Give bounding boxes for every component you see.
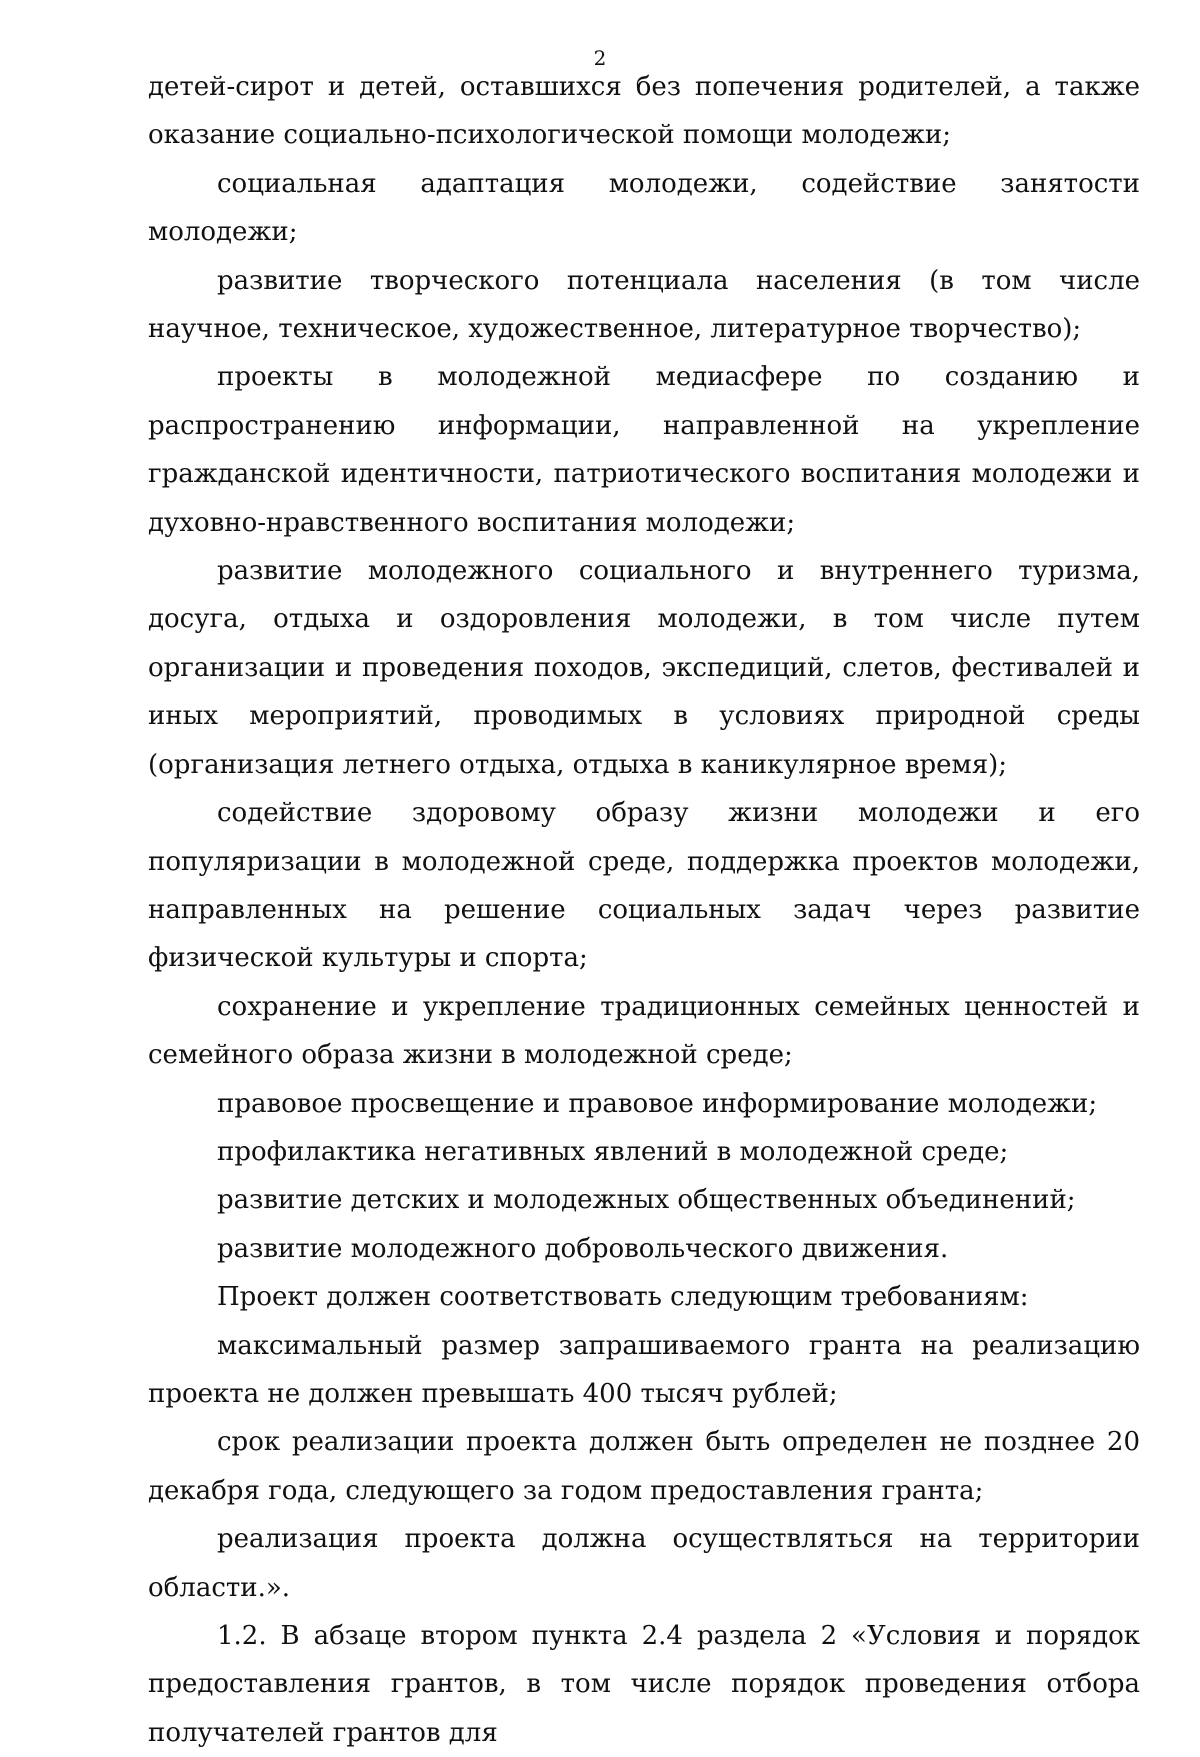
document-body xyxy=(148,63,1140,1757)
paragraph-deadline: срок реализации проекта должен быть определен не позднее 20 декабря года, следующего за годом предоставления гранта; xyxy=(148,1427,1140,1506)
paragraph-orphans-support: детей-сирот и детей, оставшихся без попечения родителей, а также оказание социально-психологической помощи молодежи; xyxy=(148,72,1140,151)
paragraph-social-adaptation: социальная адаптация молодежи, содействие занятости молодежи; xyxy=(148,168,1140,248)
paragraph-family-values: сохранение и укрепление традиционных семейных ценностей и семейного образа жизни в молодежной среде; xyxy=(148,991,1140,1071)
paragraph-territory: реализация проекта должна осуществляться на территории области.». xyxy=(148,1524,1140,1603)
paragraph-volunteering: развитие молодежного добровольческого движения. xyxy=(217,1233,949,1264)
paragraph-section-1-2: 1.2. В абзаце втором пункта 2.4 раздела 2 «Условия и порядок предоставления грантов, в том числе порядок проведения отбора получателей грантов для xyxy=(148,1621,1140,1748)
paragraph-prevention: профилактика негативных явлений в молодежной среде; xyxy=(217,1136,1009,1167)
paragraph-requirements-intro: Проект должен соответствовать следующим требованиям: xyxy=(217,1282,1029,1313)
page-number: 2 xyxy=(593,46,607,70)
paragraph-youth-tourism: развитие молодежного социального и внутреннего туризма, досуга, отдыха и оздоровления молодежи, в том числе путем организации и проведения походов, экспедиций, слетов, фестивалей и иных мероприятий, проводимых в условиях природной среды (организация летнего отдыха, отдыха в каникулярное время); xyxy=(148,556,1140,780)
paragraph-healthy-lifestyle: содействие здоровому образу жизни молодежи и его популяризации в молодежной среде, поддержка проектов молодежи, направленных на решение социальных задач через развитие физической культуры и спорта; xyxy=(148,798,1140,974)
paragraph-creative-potential: развитие творческого потенциала населения (в том числе научное, техническое, художественное, литературное творчество); xyxy=(148,265,1140,345)
paragraph-max-grant: максимальный размер запрашиваемого гранта на реализацию проекта не должен превышать 400 тысяч рублей; xyxy=(148,1330,1140,1409)
paragraph-youth-associations: развитие детских и молодежных общественных объединений; xyxy=(217,1185,1076,1216)
paragraph-legal-education: правовое просвещение и правовое информирование молодежи; xyxy=(217,1088,1098,1119)
paragraph-media-projects: проекты в молодежной медиасфере по созданию и распространению информации, направленной на укрепление гражданской идентичности, патриотического воспитания молодежи и духовно-нравственного воспитания молодежи; xyxy=(148,362,1140,538)
